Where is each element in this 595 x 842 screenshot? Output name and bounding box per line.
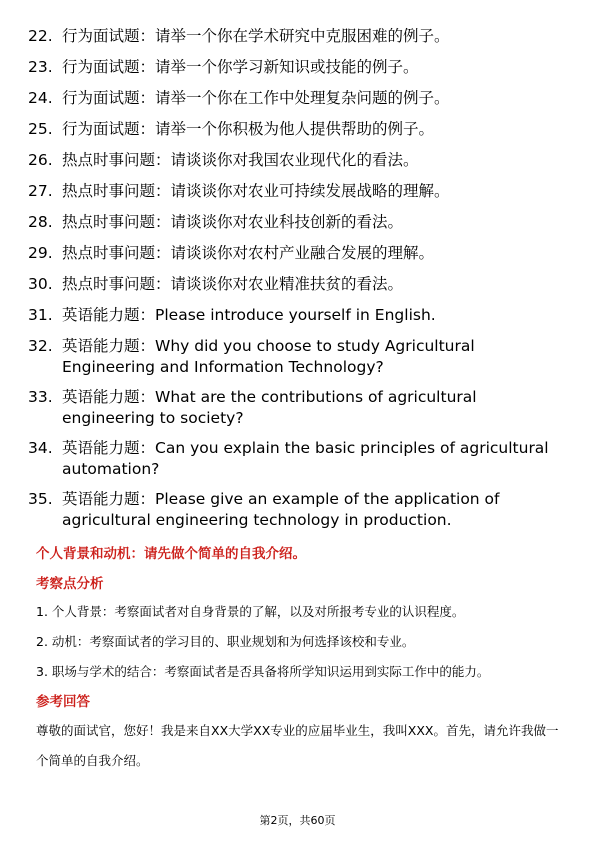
question-text: 热点时事问题：请谈谈你对农业精准扶贫的看法。 [62, 275, 404, 293]
analysis-list [36, 603, 566, 693]
question-text: 行为面试题：请举一个你在学术研究中克服困难的例子。 [62, 27, 450, 45]
question-text: 热点时事问题：请谈谈你对我国农业现代化的看法。 [62, 151, 419, 169]
question-item [28, 212, 568, 233]
reference-heading: 参考回答 [36, 694, 90, 710]
question-list [28, 26, 568, 540]
question-item [28, 387, 568, 429]
question-number: 27. [28, 182, 53, 200]
question-number: 22. [28, 27, 53, 45]
question-item [28, 150, 568, 171]
question-text: 行为面试题：请举一个你学习新知识或技能的例子。 [62, 58, 419, 76]
question-text: 英语能力题：Please give an example of the application of agricultural engineering technology in production. [62, 490, 500, 529]
question-number: 28. [28, 213, 53, 231]
answer-paragraph: 尊敬的面试官，您好！我是来自XX大学XX专业的应届毕业生，我叫XXX。首先，请允许我做一个简单的自我介绍。 [36, 723, 559, 768]
question-number: 33. [28, 388, 53, 406]
question-text: 行为面试题：请举一个你在工作中处理复杂问题的例子。 [62, 89, 450, 107]
question-item [28, 57, 568, 78]
section-title: 个人背景和动机：请先做个简单的自我介绍。 [36, 546, 306, 562]
question-text: 英语能力题：Please introduce yourself in English. [62, 306, 436, 324]
question-text: 英语能力题：Why did you choose to study Agricultural Engineering and Information Technology? [62, 337, 475, 376]
question-text: 行为面试题：请举一个你积极为他人提供帮助的例子。 [62, 120, 435, 138]
question-number: 34. [28, 439, 53, 457]
page-footer: 第2页，共60页 [259, 814, 336, 827]
analysis-item: 3. 职场与学术的结合：考察面试者是否具备将所学知识运用到实际工作中的能力。 [36, 664, 490, 679]
question-item [28, 305, 568, 326]
question-item [28, 274, 568, 295]
question-text: 英语能力题：Can you explain the basic principles of agricultural automation? [62, 439, 549, 478]
question-item [28, 88, 568, 109]
question-text: 热点时事问题：请谈谈你对农业可持续发展战略的理解。 [62, 182, 450, 200]
question-number: 23. [28, 58, 53, 76]
question-text: 热点时事问题：请谈谈你对农业科技创新的看法。 [62, 213, 404, 231]
question-item [28, 336, 568, 378]
question-item [28, 489, 568, 531]
question-number: 30. [28, 275, 53, 293]
analysis-item: 2. 动机：考察面试者的学习目的、职业规划和为何选择该校和专业。 [36, 634, 415, 649]
analysis-item: 1. 个人背景：考察面试者对自身背景的了解，以及对所报考专业的认识程度。 [36, 604, 465, 619]
question-text: 热点时事问题：请谈谈你对农村产业融合发展的理解。 [62, 244, 435, 262]
question-number: 26. [28, 151, 53, 169]
question-number: 24. [28, 89, 53, 107]
question-item [28, 243, 568, 264]
question-number: 25. [28, 120, 53, 138]
question-item [28, 438, 568, 480]
question-item [28, 119, 568, 140]
question-number: 31. [28, 306, 53, 324]
analysis-heading: 考察点分析 [36, 576, 104, 592]
question-text: 英语能力题：What are the contributions of agricultural engineering to society? [62, 388, 477, 427]
question-number: 35. [28, 490, 53, 508]
question-item [28, 181, 568, 202]
question-number: 29. [28, 244, 53, 262]
question-number: 32. [28, 337, 53, 355]
question-item [28, 26, 568, 47]
